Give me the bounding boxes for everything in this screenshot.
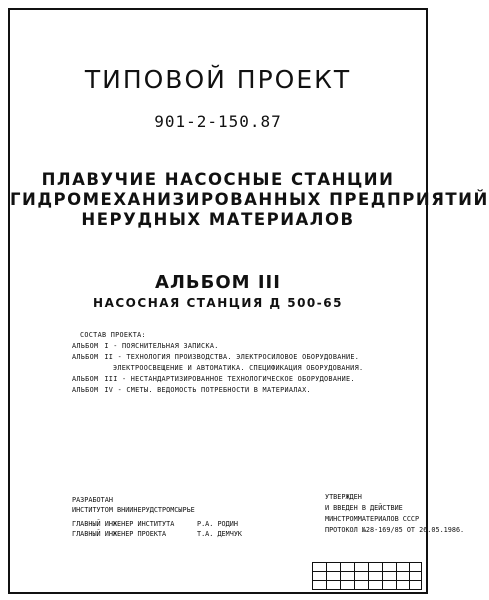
row-label: АЛЬБОМ (72, 353, 99, 361)
row-label: АЛЬБОМ (72, 386, 99, 394)
approval-line-1: УТВЕРЖДЕН (325, 493, 362, 501)
row-code: I (104, 342, 109, 350)
row-text: - ТЕХНОЛОГИЯ ПРОИЗВОДСТВА. ЭЛЕКТРОСИЛОВОЕ ОБОРУДОВАНИЕ. (117, 353, 360, 361)
row-code: II (104, 353, 114, 361)
composition-row (72, 386, 311, 394)
project-number: 901-2-150.87 (154, 112, 282, 131)
row-text: - СМЕТЫ. ВЕДОМОСТЬ ПОТРЕБНОСТИ В МАТЕРИАЛАХ. (117, 386, 311, 394)
row-text: - ПОЯСНИТЕЛЬНАЯ ЗАПИСКА. (113, 342, 219, 350)
chief-engineer-institute-name: Р.А. РОДИН (197, 520, 238, 528)
row-code: IV (104, 386, 114, 394)
composition-row (72, 375, 355, 383)
developer-line-1: РАЗРАБОТАН (72, 496, 113, 504)
composition-row (72, 353, 359, 361)
chief-engineer-project-name: Т.А. ДЕМЧУК (197, 530, 243, 538)
row-text: ЭЛЕКТРООСВЕЩЕНИЕ И АВТОМАТИКА. СПЕЦИФИКАЦИЯ ОБОРУДОВАНИЯ. (113, 364, 364, 372)
main-title-line-1: ПЛАВУЧИЕ НАСОСНЫЕ СТАНЦИИ (41, 170, 395, 189)
title-sheet (8, 8, 489, 594)
stamp-grid (312, 562, 422, 590)
header-title: ТИПОВОЙ ПРОЕКТ (84, 65, 352, 94)
chief-engineer-project-role: ГЛАВНЫЙ ИНЖЕНЕР ПРОЕКТА (72, 530, 167, 538)
row-label: АЛЬБОМ (72, 342, 99, 350)
composition-row (72, 342, 219, 350)
row-text: - НЕСТАНДАРТИЗИРОВАННОЕ ТЕХНОЛОГИЧЕСКОЕ ОБОРУДОВАНИЕ. (122, 375, 355, 383)
row-code: III (104, 375, 118, 383)
approval-line-3: МИНСТРОММАТЕРИАЛОВ СССР (325, 515, 420, 523)
main-title-line-3: НЕРУДНЫХ МАТЕРИАЛОВ (81, 210, 355, 229)
album-subtitle: НАСОСНАЯ СТАНЦИЯ Д 500-65 (93, 296, 343, 310)
album-heading: АЛЬБОМ III (155, 272, 281, 293)
main-title-line-2: ГИДРОМЕХАНИЗИРОВАННЫХ ПРЕДПРИЯТИЙ (10, 190, 489, 209)
row-label: АЛЬБОМ (72, 375, 99, 383)
developer-line-2: ИНСТИТУТОМ ВНИИНЕРУДСТРОМСЫРЬЕ (72, 506, 195, 514)
approval-line-4: ПРОТОКОЛ №28-169/85 ОТ 26.05.1986. (325, 526, 465, 534)
composition-row-continuation (113, 364, 363, 372)
approval-line-2: И ВВЕДЕН В ДЕЙСТВИЕ (325, 504, 403, 512)
composition-title: СОСТАВ ПРОЕКТА: (80, 331, 146, 339)
chief-engineer-institute-role: ГЛАВНЫЙ ИНЖЕНЕР ИНСТИТУТА (72, 520, 175, 528)
